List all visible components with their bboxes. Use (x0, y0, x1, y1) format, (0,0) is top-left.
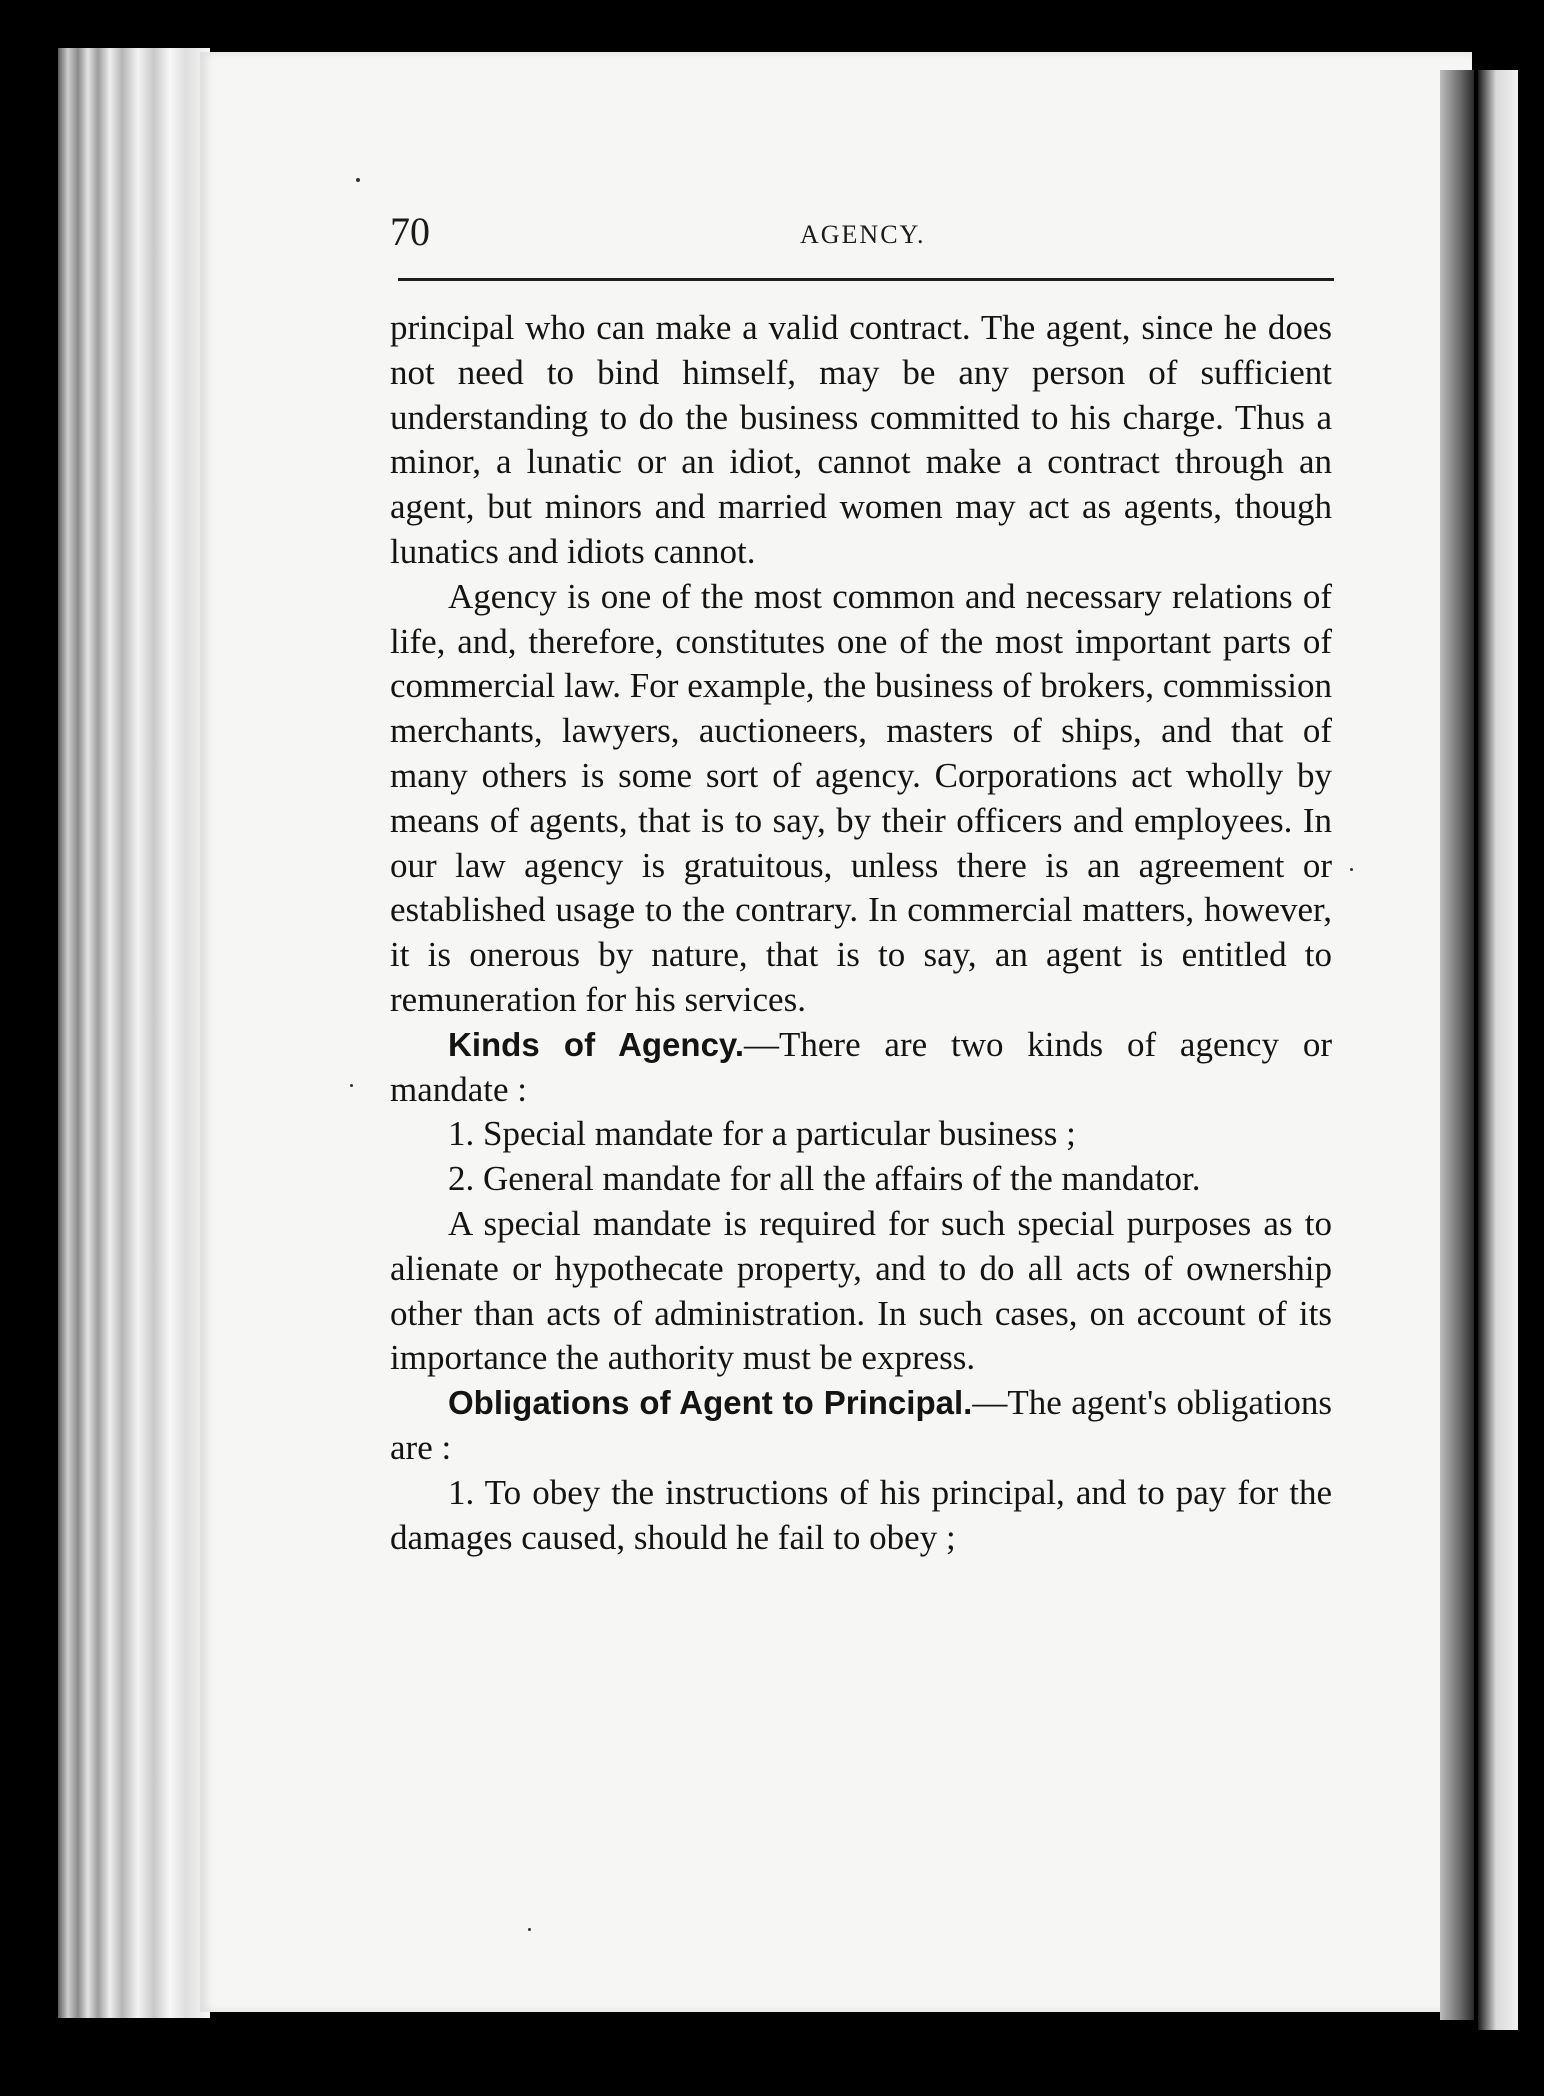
body-text (390, 306, 1332, 1560)
section-paragraph (390, 1381, 1332, 1471)
ink-speck (356, 178, 360, 182)
list-item-text: 2. General mandate for all the affairs of the mandator. (448, 1159, 1201, 1199)
paragraph (390, 575, 1332, 1023)
list-item (390, 1112, 1332, 1157)
list-item-text: 1. Special mandate for a particular business ; (448, 1114, 1076, 1154)
page-number: 70 (390, 209, 430, 254)
paragraph (390, 1202, 1332, 1381)
paragraph-text: —The agent's obligations are : (390, 1383, 1333, 1467)
section-paragraph (390, 1023, 1332, 1113)
ink-speck (1350, 868, 1353, 871)
paragraph-text: —There are two kinds of agency or mandate : (390, 1024, 1332, 1109)
list-item (390, 1157, 1332, 1202)
paragraph-text: Agency is one of the most common and necessary relations of life, and, therefore, constitutes one of the most important parts of commercial law. For example, the business of brokers, commission merchants, lawyers, auctioneers, masters of ships, and that of many others is some sort of agency. Corporations act wholly by means of agents, that is to say, by their officers and employees. In our law agency is gratuitous, unless there is an agreement or established usage to the contrary. In commercial matters, however, it is onerous by nature, that is to say, an agent is entitled to remuneration for his services. (390, 576, 1332, 1019)
running-head: AGENCY. (800, 220, 926, 249)
list-item (390, 1471, 1332, 1561)
adjacent-page-edge (1478, 70, 1518, 2030)
page-edges (58, 48, 210, 2018)
section-heading: Kinds of Agency. (448, 1025, 744, 1063)
binding-shadow (1440, 70, 1474, 2020)
list-item-text: 1. To obey the instructions of his principal, and to pay for the damages caused, should he fail to obey ; (390, 1472, 1332, 1557)
page-header (390, 208, 1336, 252)
ink-speck (528, 1928, 531, 1931)
section-heading: Obligations of Agent to Principal. (448, 1384, 973, 1422)
header-rule (398, 278, 1334, 281)
paragraph (390, 306, 1332, 575)
paragraph-text: A special mandate is required for such special purposes as to alienate or hypothecate property, and to do all acts of ownership other than acts of administration. In such cases, on account of its importance the authority must be express. (390, 1203, 1332, 1378)
ink-speck (350, 1084, 353, 1087)
paragraph-text: principal who can make a valid contract. The agent, since he does not need to bind himself, may be any person of sufficient understanding to do the business committed to his charge. Thus a minor, a lunatic or an idiot, cannot make a contract through an agent, but minors and married women may act as agents, though lunatics and idiots cannot. (390, 308, 1332, 571)
